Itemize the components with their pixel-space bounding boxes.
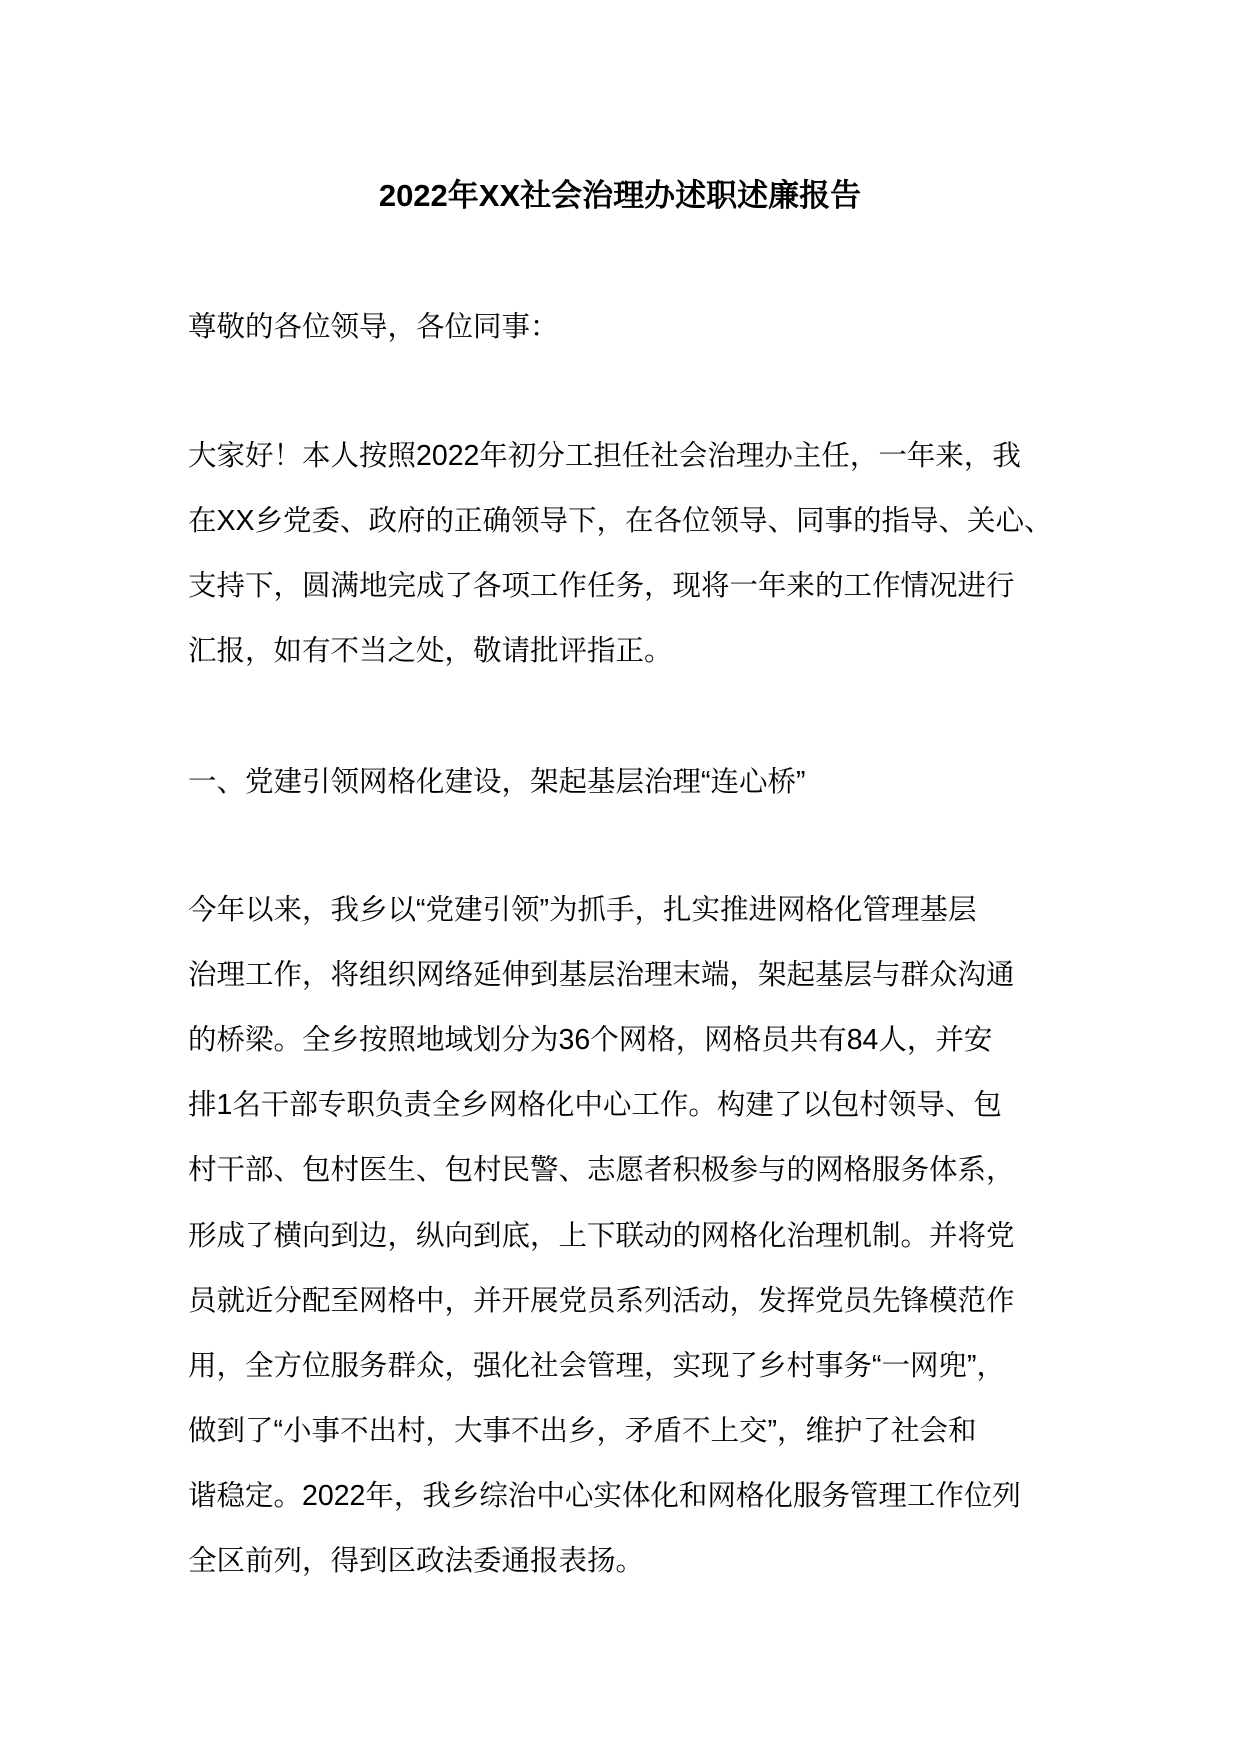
paragraph-line: 排1名干部专职负责全乡网格化中心工作。构建了以包村领导、包 xyxy=(188,1089,1002,1121)
section-heading: 一、党建引领网格化建设，架起基层治理“连心桥” xyxy=(188,766,806,798)
paragraph-line: 用，全方位服务群众，强化社会管理，实现了乡村事务“一网兜”， xyxy=(188,1350,1005,1382)
salutation: 尊敬的各位领导，各位同事： xyxy=(188,311,559,343)
paragraph-line: 的桥梁。全乡按照地域划分为36个网格，网格员共有84人，并安 xyxy=(188,1024,993,1056)
paragraph-line: 在XX乡党委、政府的正确领导下，在各位领导、同事的指导、关心、 xyxy=(188,505,1053,537)
paragraph-line: 汇报，如有不当之处，敬请批评指正。 xyxy=(188,635,673,667)
document-title: 2022年XX社会治理办述职述廉报告 xyxy=(378,178,862,213)
paragraph-line: 全区前列，得到区政法委通报表扬。 xyxy=(188,1545,645,1577)
paragraph-line: 大家好！本人按照2022年初分工担任社会治理办主任，一年来，我 xyxy=(188,440,1021,472)
paragraph-line: 做到了“小事不出村，大事不出乡，矛盾不上交”，维护了社会和 xyxy=(188,1415,977,1447)
paragraph-line: 治理工作，将组织网络延伸到基层治理末端，架起基层与群众沟通 xyxy=(188,959,1015,991)
paragraph-line: 今年以来，我乡以“党建引领”为抓手，扎实推进网格化管理基层 xyxy=(188,894,977,926)
paragraph-line: 支持下，圆满地完成了各项工作任务，现将一年来的工作情况进行 xyxy=(188,570,1015,602)
paragraph-line: 谐稳定。2022年，我乡综治中心实体化和网格化服务管理工作位列 xyxy=(188,1480,1021,1512)
paragraph-line: 员就近分配至网格中，并开展党员系列活动，发挥党员先锋模范作 xyxy=(188,1285,1015,1317)
paragraph-line: 形成了横向到边，纵向到底，上下联动的网格化治理机制。并将党 xyxy=(188,1220,1015,1252)
paragraph-line: 村干部、包村医生、包村民警、志愿者积极参与的网格服务体系， xyxy=(188,1154,1015,1186)
